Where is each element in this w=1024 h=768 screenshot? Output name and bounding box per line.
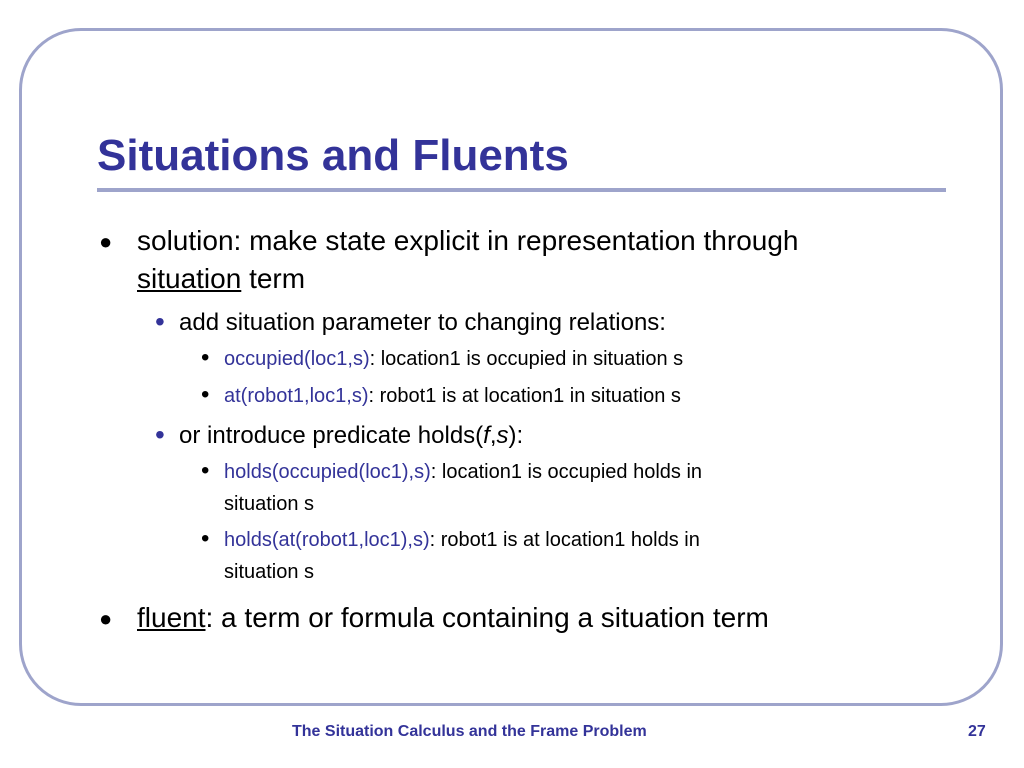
subbullet-text: or introduce predicate holds( xyxy=(179,422,484,449)
bullet-dot-icon: • xyxy=(201,381,210,408)
bullet-dot-icon: • xyxy=(201,344,210,371)
bullet-dot-icon: • xyxy=(155,306,165,337)
slide-content xyxy=(97,222,927,637)
term-situation: situation xyxy=(137,263,242,294)
example-term: at(robot1,loc1,s) xyxy=(224,385,369,407)
page-number: 27 xyxy=(968,723,986,740)
bullet-dot-icon: • xyxy=(201,525,210,552)
bullet-solution-continuation xyxy=(97,260,927,298)
example-term: holds(occupied(loc1),s) xyxy=(224,461,431,483)
example-term: holds(at(robot1,loc1),s) xyxy=(224,529,430,551)
example-holds-occupied xyxy=(97,457,927,487)
example-at xyxy=(97,381,927,411)
comma: , xyxy=(489,422,497,449)
subbullet-text: add situation parameter to changing relations: xyxy=(179,309,666,336)
variable-f: f xyxy=(483,422,490,449)
variable-s: s xyxy=(496,422,509,449)
example-holds-occupied-continuation xyxy=(97,489,927,519)
example-term: occupied(loc1,s) xyxy=(224,348,370,370)
term-fluent: fluent xyxy=(137,602,206,633)
example-text: : robot1 is at location1 in situation s xyxy=(368,385,681,407)
bullet-dot-icon: • xyxy=(155,419,165,450)
bullet-text: term xyxy=(241,263,306,294)
bullet-text: : a term or formula containing a situation term xyxy=(205,602,769,633)
example-occupied xyxy=(97,344,927,374)
bullet-text: solution: make state explicit in representation through xyxy=(137,225,799,256)
example-text: : robot1 is at location1 holds in xyxy=(429,529,700,551)
example-text: : location1 is occupied holds in xyxy=(430,461,703,483)
title-divider xyxy=(97,188,946,192)
example-holds-at xyxy=(97,525,927,555)
example-holds-at-continuation xyxy=(97,557,927,587)
example-text: : location1 is occupied in situation s xyxy=(369,348,684,370)
example-text: situation s xyxy=(224,493,315,515)
bullet-dot-icon: • xyxy=(201,457,210,484)
bullet-dot-icon: ● xyxy=(99,229,113,254)
slide-title: Situations and Fluents xyxy=(97,131,569,180)
subbullet-add-situation-parameter xyxy=(97,308,927,338)
example-text: situation s xyxy=(224,561,315,583)
bullet-solution xyxy=(97,222,927,260)
subbullet-introduce-holds xyxy=(97,421,927,451)
bullet-dot-icon: ● xyxy=(99,606,113,631)
subbullet-text: ): xyxy=(508,422,524,449)
bullet-fluent xyxy=(97,599,927,637)
footer-title: The Situation Calculus and the Frame Problem xyxy=(292,723,647,740)
